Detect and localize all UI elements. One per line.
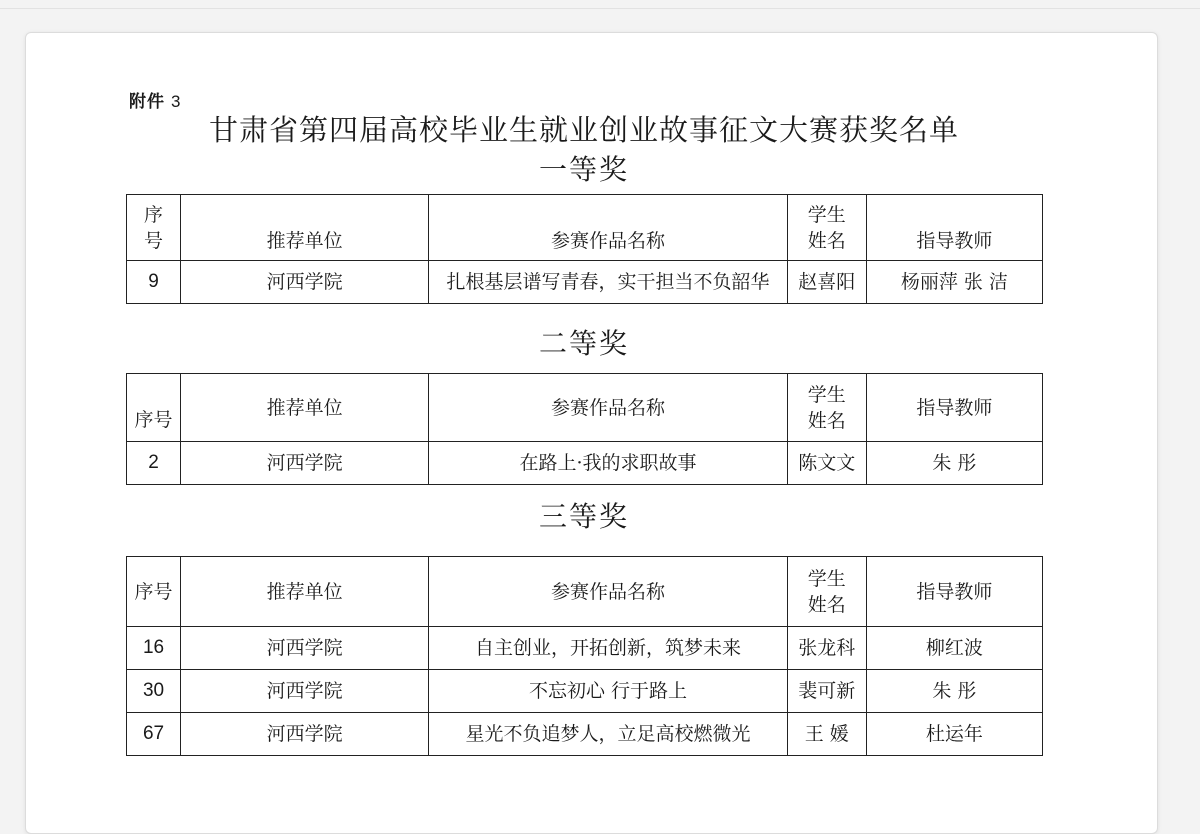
header-student-line2: 姓名 — [807, 229, 846, 252]
attachment-text: 附件 — [129, 92, 165, 111]
header-unit: 推荐单位 — [181, 195, 429, 261]
cell-work: 扎根基层谱写青春，实干担当不负韶华 — [429, 261, 787, 304]
cell-seq: 30 — [127, 670, 181, 713]
table-row — [127, 442, 1043, 485]
document-title: 甘肃省第四届高校毕业生就业创业故事征文大赛获奖名单 — [208, 113, 959, 147]
header-work: 参赛作品名称 — [429, 557, 787, 627]
header-seq-line2: 号 — [144, 229, 164, 252]
header-student — [787, 374, 866, 442]
table-header-row — [127, 195, 1043, 261]
cell-student: 赵喜阳 — [787, 261, 866, 304]
table-row — [127, 713, 1043, 756]
header-unit: 推荐单位 — [181, 557, 429, 627]
award-heading-third: 三等奖 — [538, 500, 629, 533]
table-row — [127, 627, 1043, 670]
header-student-line2: 姓名 — [807, 409, 846, 432]
cell-work: 在路上·我的求职故事 — [429, 442, 787, 485]
cell-seq: 16 — [127, 627, 181, 670]
cell-unit: 河西学院 — [181, 670, 429, 713]
cell-unit: 河西学院 — [181, 713, 429, 756]
header-seq: 序号 — [127, 374, 181, 442]
header-unit: 推荐单位 — [181, 374, 429, 442]
award-heading-second: 二等奖 — [538, 327, 629, 360]
table-header-row — [127, 374, 1043, 442]
cell-teacher: 杜运年 — [866, 713, 1042, 756]
cell-work: 不忘初心 行于路上 — [429, 670, 787, 713]
table-row — [127, 261, 1043, 304]
cell-teacher: 柳红波 — [866, 627, 1042, 670]
cell-work: 自主创业，开拓创新，筑梦未来 — [429, 627, 787, 670]
award-heading-first: 一等奖 — [538, 153, 629, 186]
header-student — [787, 557, 866, 627]
cell-seq: 9 — [127, 261, 181, 304]
header-student-line1: 学生 — [807, 203, 846, 226]
cell-teacher: 朱 彤 — [866, 442, 1042, 485]
cell-seq: 2 — [127, 442, 181, 485]
cell-student: 裴可新 — [787, 670, 866, 713]
header-student — [787, 195, 866, 261]
header-seq: 序号 — [127, 557, 181, 627]
cell-unit: 河西学院 — [181, 442, 429, 485]
cell-unit: 河西学院 — [181, 261, 429, 304]
award-table-first — [126, 194, 1043, 304]
cell-unit: 河西学院 — [181, 627, 429, 670]
header-teacher: 指导教师 — [866, 195, 1042, 261]
header-seq-line1: 序 — [144, 203, 164, 226]
attachment-number: 3 — [171, 92, 182, 111]
table-header-row — [127, 557, 1043, 627]
header-student-line2: 姓名 — [807, 593, 846, 616]
header-teacher: 指导教师 — [866, 374, 1042, 442]
cell-teacher: 杨丽萍 张 洁 — [866, 261, 1042, 304]
cell-teacher: 朱 彤 — [866, 670, 1042, 713]
header-teacher: 指导教师 — [866, 557, 1042, 627]
header-seq — [127, 195, 181, 261]
cell-work: 星光不负追梦人，立足高校燃微光 — [429, 713, 787, 756]
header-student-line1: 学生 — [807, 383, 846, 406]
table-row — [127, 670, 1043, 713]
cell-student: 陈文文 — [787, 442, 866, 485]
cell-student: 王 媛 — [787, 713, 866, 756]
award-table-second — [126, 373, 1043, 485]
header-work: 参赛作品名称 — [429, 195, 787, 261]
cell-student: 张龙科 — [787, 627, 866, 670]
header-student-line1: 学生 — [807, 567, 846, 590]
header-work: 参赛作品名称 — [429, 374, 787, 442]
cell-seq: 67 — [127, 713, 181, 756]
award-table-third — [126, 556, 1043, 756]
top-divider — [0, 8, 1200, 9]
